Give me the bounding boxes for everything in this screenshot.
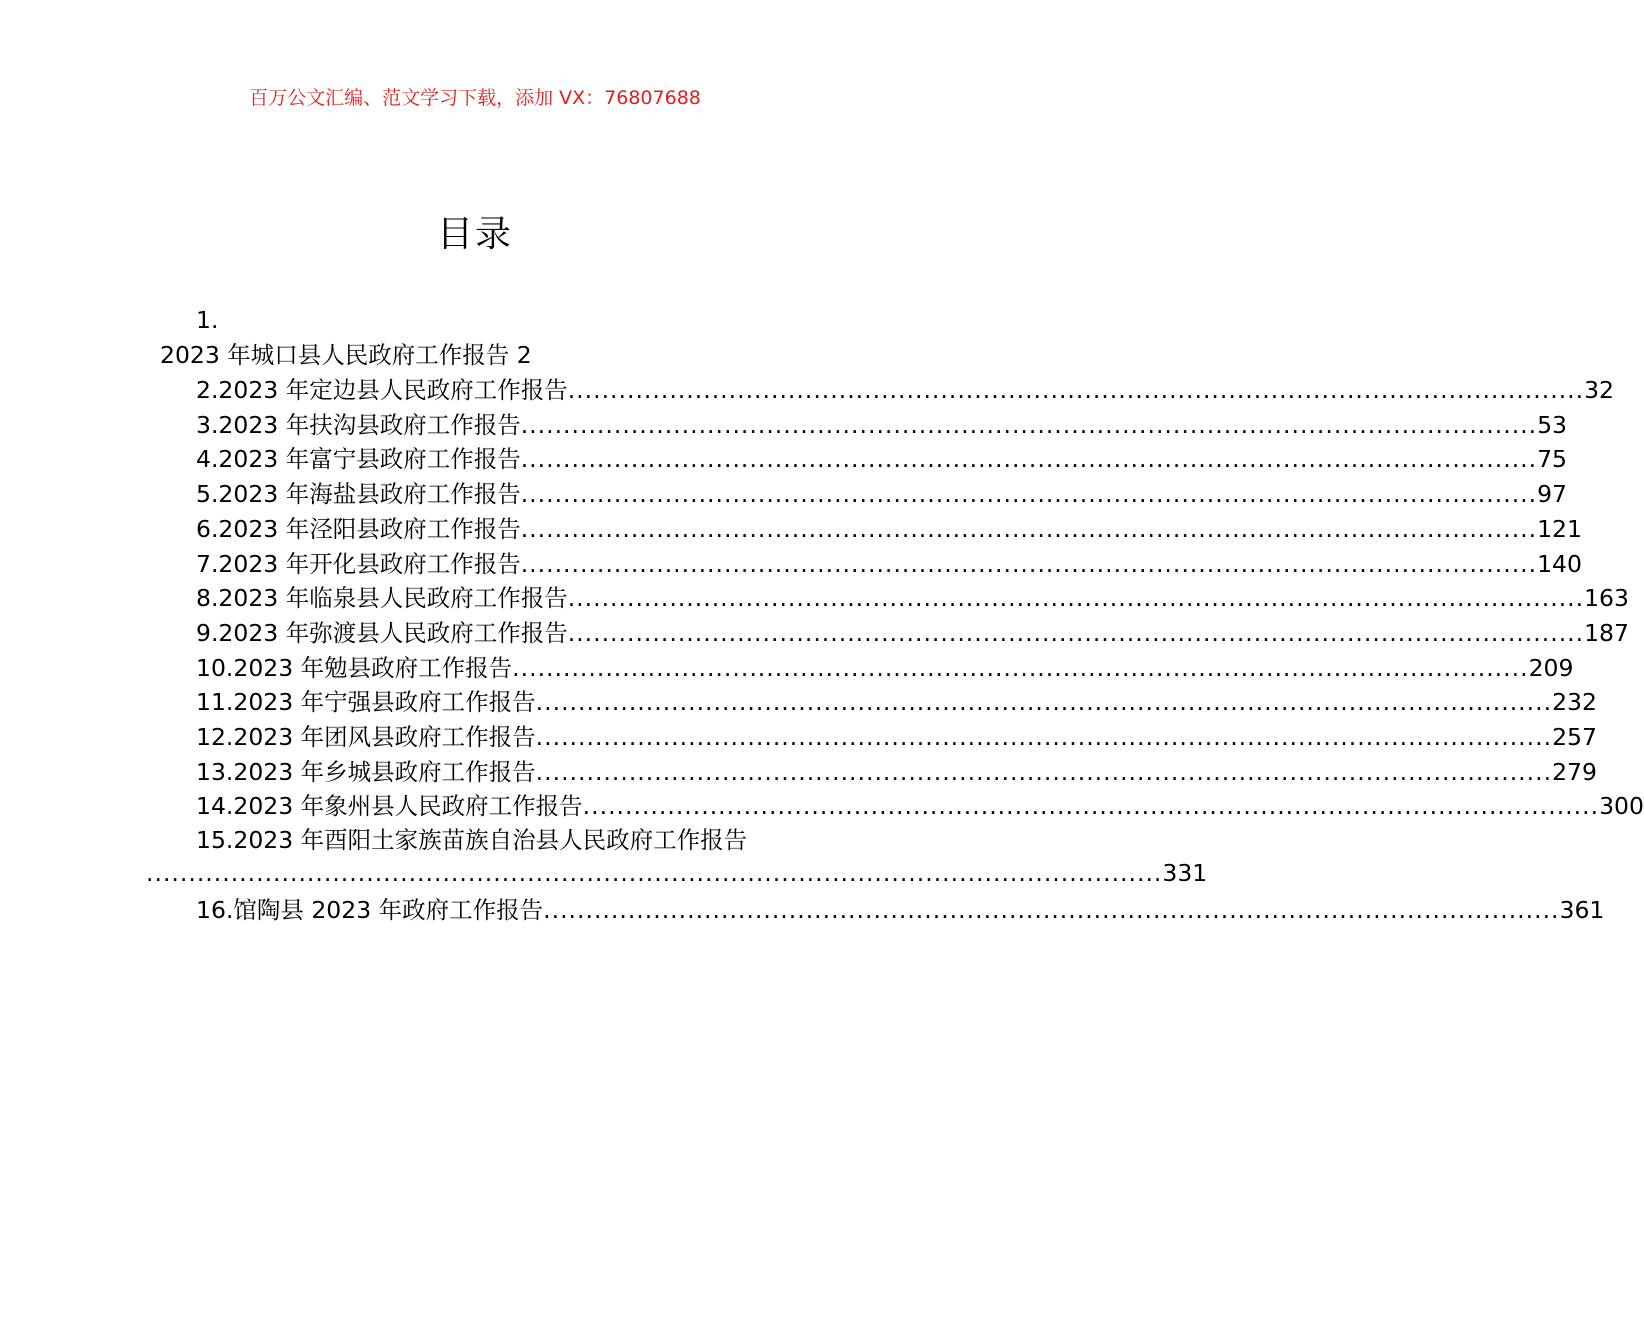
toc-entry-title: 14.2023 年象州县人民政府工作报告 <box>196 792 583 821</box>
toc-item-10[interactable] <box>196 651 1574 686</box>
toc-entry-title: 8.2023 年临泉县人民政府工作报告 <box>196 584 568 613</box>
toc-dot-leader: ........................................................................................................................ <box>520 445 1538 474</box>
toc-entry-title: 11.2023 年宁强县政府工作报告 <box>196 688 536 717</box>
toc-page-number: 187 <box>1584 618 1629 647</box>
toc-entry-title: 9.2023 年弥渡县人民政府工作报告 <box>196 618 568 647</box>
toc-item-2[interactable] <box>196 373 1615 408</box>
toc-page-number: 75 <box>1537 445 1568 474</box>
toc-dot-leader: ........................................................................................................................ <box>582 792 1600 821</box>
toc-dot-leader: ........................................................................................................................ <box>520 480 1538 509</box>
toc-entry-title: 5.2023 年海盐县政府工作报告 <box>196 480 521 509</box>
toc-page-number: 361 <box>1559 896 1605 924</box>
toc-item-6[interactable] <box>196 512 1582 547</box>
toc-page-number: 140 <box>1537 549 1582 578</box>
toc-dot-leader: ........................................................................................................................ <box>535 757 1553 786</box>
toc-item-13[interactable] <box>196 755 1597 790</box>
toc-dot-leader: ........................................................................................................................ <box>520 410 1538 439</box>
toc-item-16[interactable] <box>196 893 1605 928</box>
toc-page-number: 53 <box>1537 410 1568 439</box>
toc-dot-leader: ........................................................................................................................ <box>543 896 1560 924</box>
toc-item-3[interactable] <box>196 408 1568 443</box>
toc-entry-title: 12.2023 年团风县政府工作报告 <box>196 723 536 751</box>
toc-page-number: 279 <box>1552 757 1597 786</box>
toc-entry-title: 10.2023 年勉县政府工作报告 <box>196 653 513 682</box>
toc-item-7[interactable] <box>196 547 1582 582</box>
toc-entry-title: 4.2023 年富宁县政府工作报告 <box>196 445 521 474</box>
toc-page-number: 121 <box>1537 514 1582 543</box>
toc-item-1-title[interactable]: 2023 年城口县人民政府工作报告 2 <box>160 341 532 369</box>
toc-page-number: 209 <box>1528 653 1574 682</box>
toc-page-number: 32 <box>1584 376 1615 404</box>
toc-dot-leader: ........................................................................................................................ <box>146 859 1163 887</box>
toc-entry-title: 2.2023 年定边县人民政府工作报告 <box>196 376 568 404</box>
toc-page-number: 97 <box>1537 480 1568 509</box>
toc-dot-leader: ........................................................................................................................ <box>567 618 1585 647</box>
toc-entry-title: 6.2023 年泾阳县政府工作报告 <box>196 514 521 543</box>
toc-dot-leader: ........................................................................................................................ <box>535 688 1553 717</box>
toc-dot-leader: ........................................................................................................................ <box>567 584 1585 613</box>
toc-entry-title: 3.2023 年扶沟县政府工作报告 <box>196 410 521 439</box>
toc-page-number: 257 <box>1552 723 1597 751</box>
document-title: 目录 <box>436 214 513 255</box>
toc-dot-leader: ........................................................................................................................ <box>520 549 1538 578</box>
toc-item-15-title[interactable]: 15.2023 年酉阳土家族苗族自治县人民政府工作报告 <box>196 826 748 854</box>
toc-item-5[interactable] <box>196 477 1568 512</box>
toc-dot-leader: ........................................................................................................................ <box>512 653 1529 682</box>
toc-dot-leader: ........................................................................................................................ <box>535 723 1553 751</box>
toc-item-9[interactable] <box>196 616 1629 651</box>
toc-page-number: 163 <box>1584 584 1629 613</box>
toc-page-number: 300 <box>1599 792 1644 821</box>
toc-item-4[interactable] <box>196 442 1568 477</box>
toc-page-number: 331 <box>1162 859 1208 887</box>
toc-item-14[interactable] <box>196 789 1644 824</box>
toc-entry-title: 16.馆陶县 2023 年政府工作报告 <box>196 896 544 924</box>
toc-entry-title: 13.2023 年乡城县政府工作报告 <box>196 757 536 786</box>
toc-dot-leader: ........................................................................................................................ <box>567 376 1585 404</box>
toc-item-15-leader[interactable] <box>146 856 1208 891</box>
toc-item-8[interactable] <box>196 581 1629 616</box>
toc-item-12[interactable] <box>196 720 1597 755</box>
toc-item-11[interactable] <box>196 685 1597 720</box>
header-note: 百万公文汇编、范文学习下载，添加 VX：76807688 <box>249 87 701 109</box>
toc-item-1-number[interactable]: 1. <box>196 306 219 334</box>
toc-entry-title: 7.2023 年开化县政府工作报告 <box>196 549 521 578</box>
toc-page-number: 232 <box>1552 688 1597 717</box>
toc-dot-leader: ........................................................................................................................ <box>520 514 1538 543</box>
